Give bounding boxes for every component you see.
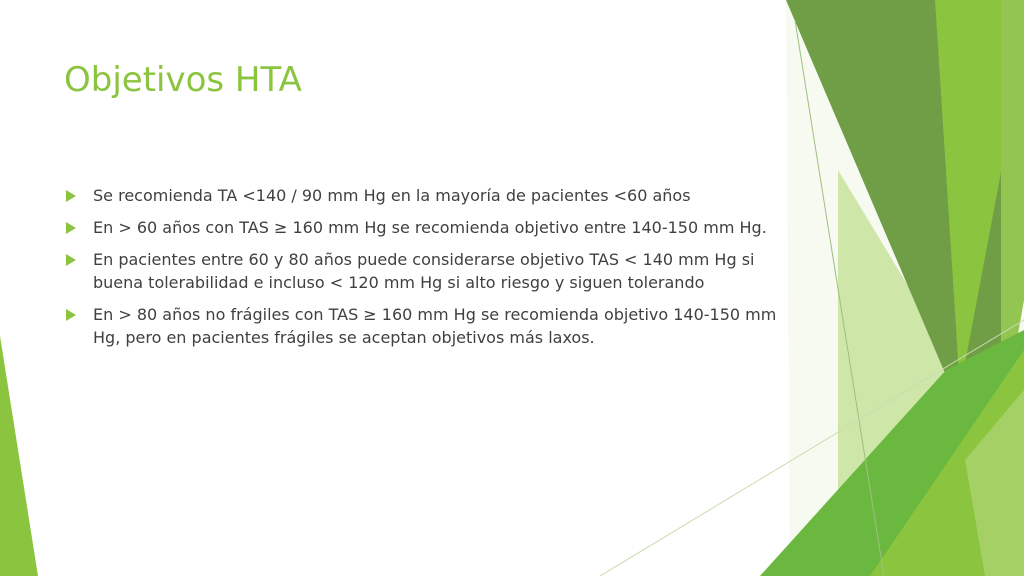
bullet-text: En > 60 años con TAS ≥ 160 mm Hg se recomienda objetivo entre 140-150 mm Hg. [93, 218, 767, 237]
list-item [64, 184, 784, 207]
bullet-text: Se recomienda TA <140 / 90 mm Hg en la mayoría de pacientes <60 años [93, 186, 691, 205]
triangle-bullet-icon [66, 222, 76, 234]
triangle-bullet-icon [66, 309, 76, 321]
left-edge-shape [0, 336, 38, 576]
list-item [64, 216, 784, 239]
bullet-text: En > 80 años no frágiles con TAS ≥ 160 mm Hg se recomienda objetivo 140-150 mm Hg, pero en pacientes frágiles se aceptan objetivos más laxos. [93, 305, 777, 347]
triangle-bullet-icon [66, 254, 76, 266]
triangle-bullet-icon [66, 190, 76, 202]
slide-title: Objetivos HTA [64, 60, 302, 100]
bullet-list [64, 184, 784, 358]
list-item [64, 248, 784, 294]
list-item [64, 303, 784, 349]
bullet-text: En pacientes entre 60 y 80 años puede considerarse objetivo TAS < 140 mm Hg si buena tolerabilidad e incluso < 120 mm Hg si alto riesgo y siguen tolerando [93, 250, 755, 292]
